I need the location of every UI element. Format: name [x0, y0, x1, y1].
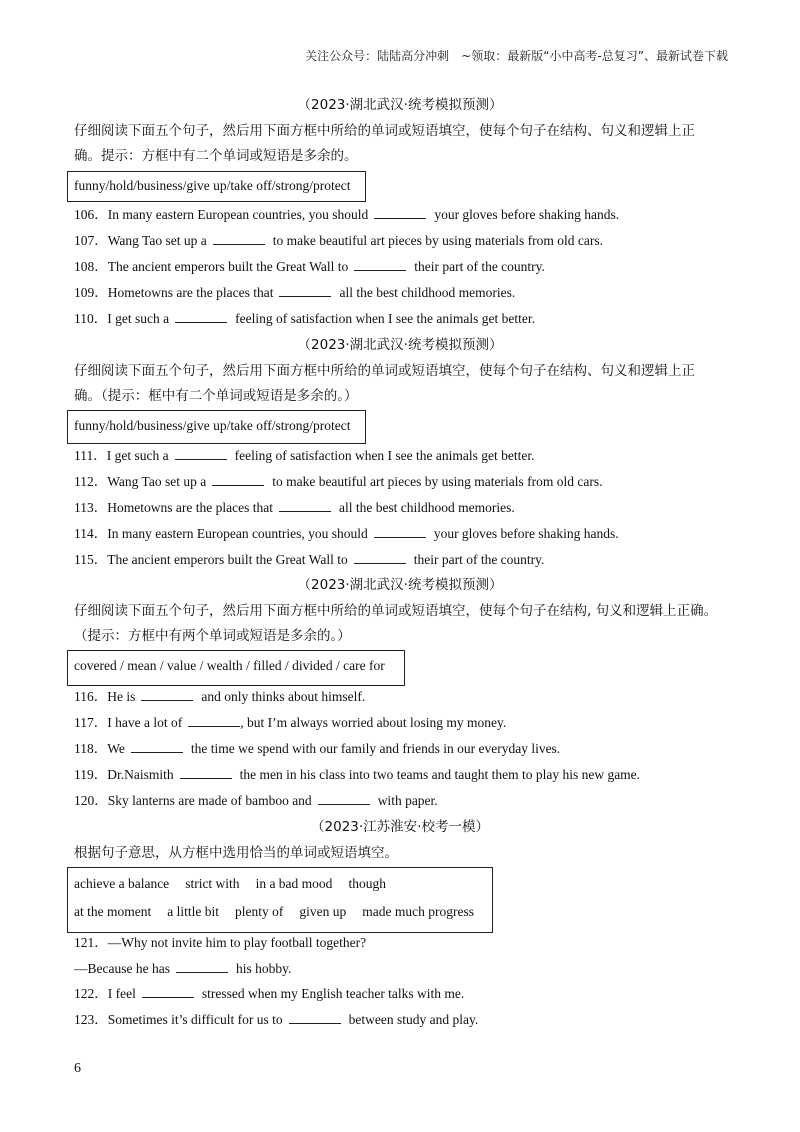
question — [74, 473, 602, 491]
question-text-after: to make beautiful art pieces by using materials from old cars. — [272, 474, 603, 489]
question — [74, 447, 535, 465]
question-number: 120． — [74, 793, 108, 808]
instruction-text: 确。提示：方框中有二个单词或短语是多余的。 — [74, 148, 358, 164]
question-text-before: The ancient emperors built the Great Wall to — [107, 552, 348, 567]
question-number: 122． — [74, 986, 108, 1001]
word-box-item: given up — [299, 904, 347, 919]
question — [74, 310, 535, 328]
question-continuation — [74, 960, 291, 978]
section-source: （2023·湖北武汉·统考模拟预测） — [297, 337, 503, 353]
word-box-row — [74, 875, 402, 893]
question-number: 108． — [74, 259, 108, 274]
question-text-before: The ancient emperors built the Great Wall to — [107, 259, 349, 274]
question-number: 119． — [74, 767, 108, 782]
question-text-before: I have a lot of — [107, 715, 183, 730]
question-text-before: Hometowns are the places that — [107, 500, 273, 515]
question-number: 115． — [74, 552, 108, 567]
question-number: 121． — [74, 935, 108, 950]
question-text-before: He is — [107, 689, 136, 704]
answer-blank[interactable] — [354, 258, 406, 271]
question-text-after: with paper. — [377, 793, 438, 808]
question — [74, 740, 560, 758]
question-number: 123． — [74, 1012, 108, 1027]
page-number: 6 — [74, 1061, 81, 1076]
question — [74, 206, 619, 224]
question-number: 107． — [74, 233, 108, 248]
answer-blank[interactable] — [213, 232, 265, 245]
section-source: （2023·湖北武汉·统考模拟预测） — [297, 97, 503, 113]
question-text-before: We — [107, 741, 125, 756]
question — [74, 232, 603, 250]
answer-blank[interactable] — [131, 740, 183, 753]
question — [74, 934, 366, 952]
question-text-before: I feel — [107, 986, 136, 1001]
word-box-item: though — [348, 876, 386, 891]
question-number: 111． — [74, 448, 107, 463]
word-box-text: funny/hold/business/give up/take off/strong/protect — [74, 418, 351, 433]
question-text-before: Sky lanterns are made of bamboo and — [107, 793, 312, 808]
instruction-text: 确。（提示：框中有二个单词或短语是多余的。） — [74, 388, 358, 404]
question-text-before: I get such a — [106, 448, 169, 463]
question — [74, 792, 438, 810]
answer-blank[interactable] — [354, 551, 406, 564]
answer-blank[interactable] — [188, 714, 240, 727]
question — [74, 766, 640, 784]
answer-blank[interactable] — [318, 792, 370, 805]
question-text-after: all the best childhood memories. — [338, 500, 515, 515]
answer-blank[interactable] — [175, 447, 227, 460]
instruction-text: 仔细阅读下面五个句子，然后用下面方框中所给的单词或短语填空，使每个句子在结构、句义和逻辑上正 — [74, 123, 695, 139]
question-text-after: and only thinks about himself. — [201, 689, 366, 704]
question-text-after: feeling of satisfaction when I see the animals get better. — [234, 448, 535, 463]
answer-blank[interactable] — [175, 310, 227, 323]
question-text-after: the time we spend with our family and friends in our everyday lives. — [190, 741, 561, 756]
question-text-after: the men in his class into two teams and taught them to play his new game. — [239, 767, 641, 782]
question-text: —Why not invite him to play football together? — [107, 935, 367, 950]
instruction-text: 仔细阅读下面五个句子，然后用下面方框中所给的单词或短语填空，使每个句子在结构, 句义和逻辑上正确。 — [74, 603, 718, 619]
question — [74, 258, 545, 276]
question — [74, 985, 464, 1003]
word-box-item: in a bad mood — [255, 876, 333, 891]
question-number: 109． — [74, 285, 108, 300]
question-number: 106． — [74, 207, 108, 222]
question-number: 117． — [74, 715, 108, 730]
section-source: （2023·江苏淮安·校考一模） — [311, 819, 489, 835]
answer-blank[interactable] — [279, 499, 331, 512]
instruction-text: （提示：方框中有两个单词或短语是多余的。） — [74, 628, 351, 644]
question-text-before: In many eastern European countries, you should — [107, 207, 369, 222]
instruction-text: 根据句子意思，从方框中选用恰当的单词或短语填空。 — [74, 845, 398, 861]
question — [74, 551, 544, 569]
question-text-before: Sometimes it’s difficult for us to — [107, 1012, 283, 1027]
word-box-item: made much progress — [362, 904, 474, 919]
word-box-item: a little bit — [167, 904, 219, 919]
question-text-after: your gloves before shaking hands. — [433, 526, 619, 541]
question-text-after: stressed when my English teacher talks with me. — [201, 986, 465, 1001]
question-text-before: Hometowns are the places that — [107, 285, 274, 300]
question-text-after: their part of the country. — [414, 259, 545, 274]
question-text-after: to make beautiful art pieces by using materials from old cars. — [272, 233, 603, 248]
question-text-before: —Because he has — [74, 961, 170, 976]
answer-blank[interactable] — [374, 206, 426, 219]
word-box-item: plenty of — [234, 904, 284, 919]
question-text-before: Wang Tao set up a — [107, 233, 207, 248]
question — [74, 688, 365, 706]
question — [74, 714, 506, 732]
instruction-text: 仔细阅读下面五个句子，然后用下面方框中所给的单词或短语填空，使每个句子在结构、句义和逻辑上正 — [74, 363, 695, 379]
question-text-before: In many eastern European countries, you should — [107, 526, 368, 541]
answer-blank[interactable] — [176, 960, 228, 973]
question-number: 110． — [74, 311, 108, 326]
question-text-after: between study and play. — [348, 1012, 479, 1027]
question-text-before: Wang Tao set up a — [107, 474, 207, 489]
question-text-after: your gloves before shaking hands. — [434, 207, 620, 222]
question-number: 112． — [74, 474, 108, 489]
question-text-after: feeling of satisfaction when I see the animals get better. — [235, 311, 536, 326]
answer-blank[interactable] — [141, 688, 193, 701]
word-box-item: achieve a balance — [74, 876, 170, 891]
question-number: 113． — [74, 500, 108, 515]
section-source: （2023·湖北武汉·统考模拟预测） — [297, 577, 503, 593]
question — [74, 525, 619, 543]
page-header: 关注公众号：陆陆高分冲刺 ~领取：最新版“小中高考-总复习”、最新试卷下载 — [305, 49, 728, 63]
question-text-after: their part of the country. — [413, 552, 545, 567]
question-number: 116． — [74, 689, 108, 704]
question-number: 118． — [74, 741, 108, 756]
word-box-item: strict with — [185, 876, 240, 891]
question-text-after: his hobby. — [235, 961, 292, 976]
question — [74, 284, 515, 302]
word-box-item: at the moment — [74, 904, 152, 919]
answer-blank[interactable] — [212, 473, 264, 486]
word-box-row — [74, 903, 474, 921]
answer-blank[interactable] — [180, 766, 232, 779]
answer-blank[interactable] — [142, 985, 194, 998]
question-text-before: I get such a — [107, 311, 170, 326]
word-box-text: covered / mean / value / wealth / filled / divided / care for — [74, 658, 385, 673]
answer-blank[interactable] — [279, 284, 331, 297]
word-box-text: funny/hold/business/give up/take off/strong/protect — [74, 178, 351, 193]
question-number: 114． — [74, 526, 108, 541]
question-text-after: all the best childhood memories. — [339, 285, 516, 300]
answer-blank[interactable] — [374, 525, 426, 538]
question — [74, 1011, 478, 1029]
question-text-before: Dr.Naismith — [107, 767, 174, 782]
question-text-after: , but I’m always worried about losing my money. — [240, 715, 507, 730]
question — [74, 499, 515, 517]
answer-blank[interactable] — [289, 1011, 341, 1024]
